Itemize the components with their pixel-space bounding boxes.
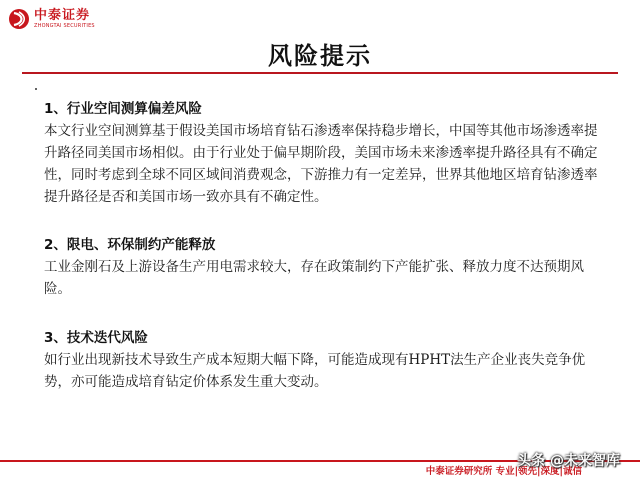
section-heading: 2、限电、环保制约产能释放 bbox=[44, 237, 216, 253]
section-heading: 1、行业空间测算偏差风险 bbox=[44, 101, 202, 117]
logo-mark-icon bbox=[8, 8, 30, 30]
section-body: 工业金刚石及上游设备生产用电需求较大，存在政策制约下产能扩张、释放力度不达预期风险。 bbox=[44, 259, 584, 297]
company-logo bbox=[8, 8, 95, 30]
section-body: 如行业出现新技术导致生产成本短期大幅下降，可能造成现有HPHT法生产企业丧失竞争优势，亦可能造成培育钻定价体系发生重大变动。 bbox=[44, 352, 586, 390]
page-title: 风险提示 bbox=[268, 42, 372, 70]
risk-section-2 bbox=[44, 234, 610, 300]
section-heading: 3、技术迭代风险 bbox=[44, 330, 148, 346]
logo-subtext: ZHONGTAI SECURITIES bbox=[34, 22, 95, 29]
title-divider bbox=[22, 72, 618, 74]
logo-text: 中泰证券 bbox=[34, 7, 91, 23]
risk-section-1 bbox=[44, 98, 610, 208]
footer-text: 中泰证券研究所 专业|领先|深度|诚信 bbox=[425, 466, 582, 477]
risk-section-3 bbox=[44, 327, 610, 393]
bullet-dot bbox=[35, 88, 37, 90]
watermark: 头条 @未来智库 bbox=[517, 453, 620, 469]
section-body: 本文行业空间测算基于假设美国市场培育钻石渗透率保持稳步增长，中国等其他市场渗透率提升路径同美国市场相似。由于行业处于偏早期阶段，美国市场未来渗透率提升路径具有不确定性，同时考虑到全球不同区域间消费观念，下游推力有一定差异，世界其他地区培育钻渗透率提升路径是否和美国市场一致亦具有不确定性。 bbox=[44, 123, 598, 205]
